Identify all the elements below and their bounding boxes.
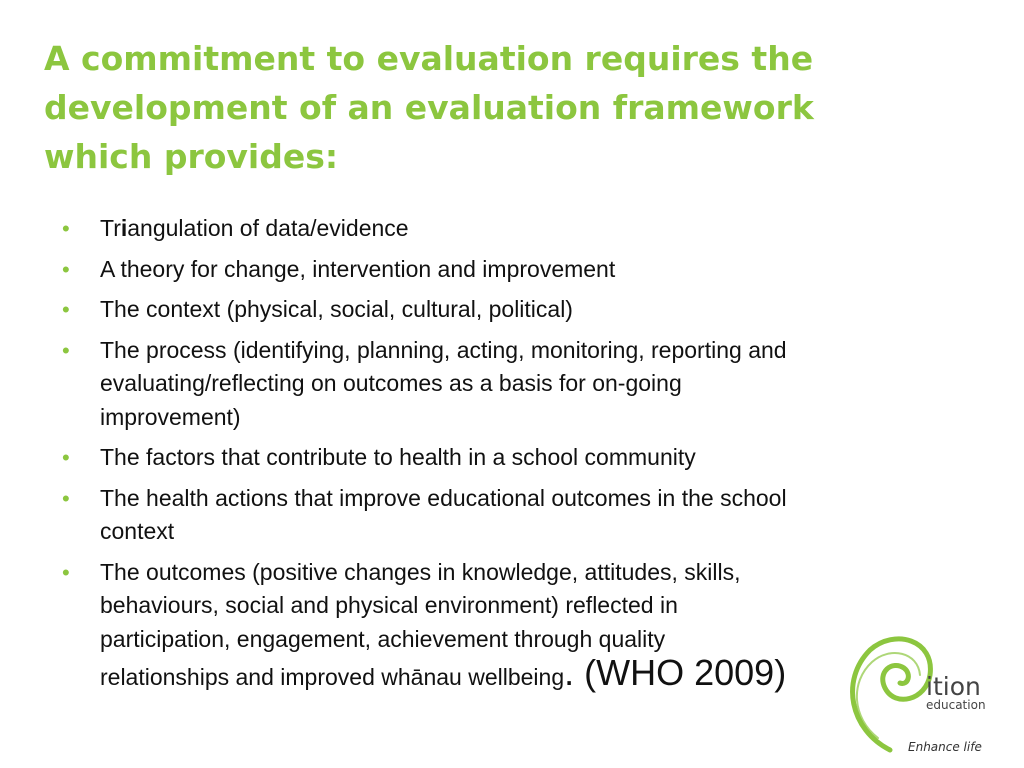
bullet-item xyxy=(62,293,967,327)
bullet-marker: • xyxy=(62,216,70,241)
bullet-text: participation, engagement, achievement through quality xyxy=(100,625,666,652)
logo-tagline: Enhance life xyxy=(908,740,982,754)
bullet-marker: • xyxy=(62,297,70,322)
bullet-item xyxy=(62,212,967,246)
bullet-item xyxy=(62,482,967,549)
citation: (WHO 2009) xyxy=(574,652,787,693)
bullet-text: angulation of data/evidence xyxy=(127,215,409,241)
bullet-marker: • xyxy=(62,559,70,585)
logo xyxy=(830,620,1010,760)
bullet-text: evaluating/reflecting on outcomes as a basis for on-going xyxy=(100,370,682,396)
bullet-marker: • xyxy=(62,485,70,511)
title-line-1: A commitment to evaluation requires the xyxy=(44,39,814,78)
title-line-3: which provides: xyxy=(44,137,339,176)
koru-spiral-icon xyxy=(830,620,940,760)
bullet-text: Tr xyxy=(100,215,121,241)
bullet-text: The outcomes (positive changes in knowledge, attitudes, skills, xyxy=(100,558,741,585)
bullet-item xyxy=(62,441,967,475)
bullet-text: behaviours, social and physical environment) reflected in xyxy=(100,592,678,618)
bullet-item xyxy=(62,334,967,435)
logo-brand-sub: education xyxy=(926,698,986,712)
bullet-marker: • xyxy=(62,337,70,363)
bullet-text: context xyxy=(100,518,175,544)
bullet-text: The health actions that improve educational outcomes in the school xyxy=(100,484,787,511)
bullet-text-bold: i xyxy=(120,215,128,241)
bullet-text: The factors that contribute to health in a school community xyxy=(100,444,696,470)
bullet-marker: • xyxy=(62,256,70,282)
slide-title xyxy=(44,34,974,181)
bullet-text: relationships and improved whānau wellbeing xyxy=(100,664,565,690)
bullet-text: The context (physical, social, cultural, political) xyxy=(100,296,573,322)
bullet-marker: • xyxy=(62,445,70,470)
logo-brand: ition xyxy=(926,672,981,701)
bullet-text: A theory for change, intervention and improvement xyxy=(100,255,616,282)
bullet-text: improvement) xyxy=(100,403,241,430)
bullet-period: . xyxy=(564,652,575,693)
bullet-item xyxy=(62,253,967,287)
title-line-2: development of an evaluation framework xyxy=(44,88,814,127)
bullet-text: The process (identifying, planning, acting, monitoring, reporting and xyxy=(100,336,787,363)
